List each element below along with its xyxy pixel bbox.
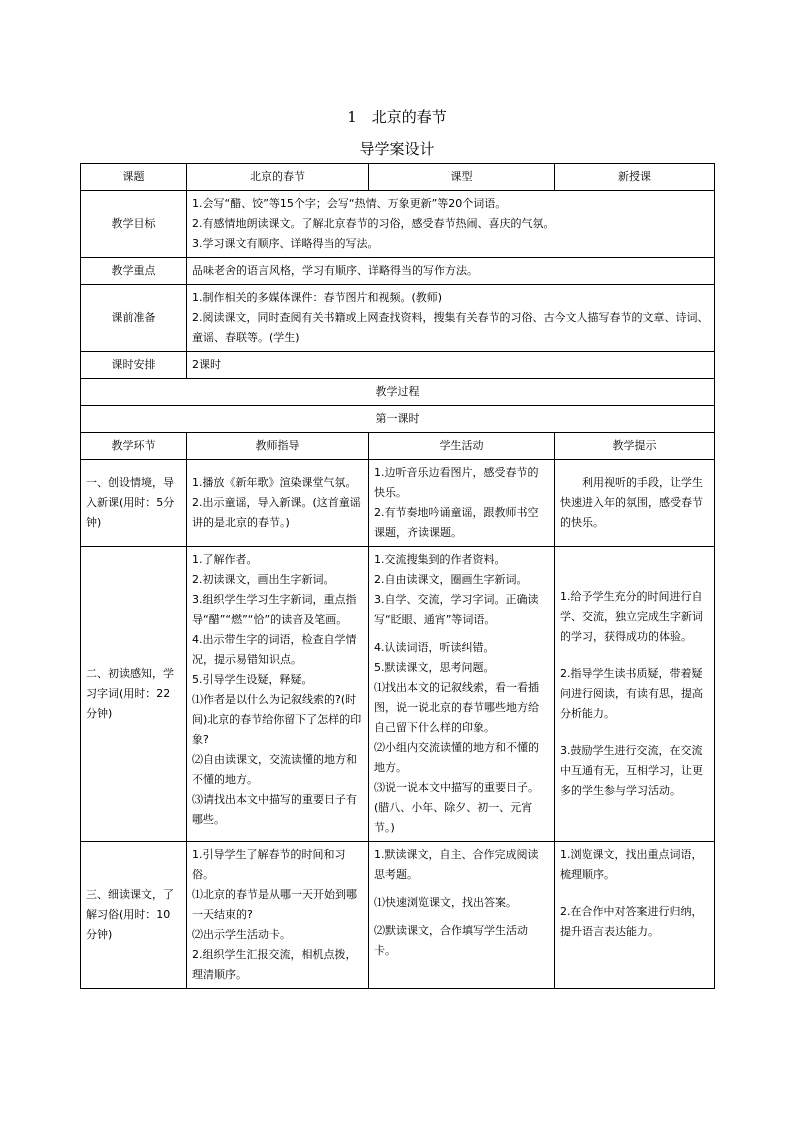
goals-cell <box>187 191 715 258</box>
tip-item: 利用视听的手段，让学生快速进入年的氛围，感受春节的快乐。 <box>560 476 703 529</box>
student-item: ⑵小组内交流读懂的地方和不懂的地方。 <box>374 741 539 774</box>
document-title: 1 北京的春节 <box>347 108 447 126</box>
spacer <box>374 885 549 893</box>
tips-cell <box>555 547 715 842</box>
teacher-cell <box>187 842 369 989</box>
stage-row <box>81 547 715 842</box>
student-item: 3.自学、交流，学习字词。正确读写“眨眼、通宵”等词语。 <box>374 593 539 626</box>
tip-item: 2.指导学生读书质疑，带着疑问进行阅读，有读有思，提高分析能力。 <box>560 667 703 720</box>
col-header-student: 学生活动 <box>369 433 555 460</box>
type-value: 新授课 <box>555 164 715 191</box>
student-item: ⑴找出本文的记叙线索，看一看插图，说一说北京的春节哪些地方给自己留下什么样的印象。 <box>374 681 539 734</box>
goals-row <box>81 191 715 258</box>
col-header-stage: 教学环节 <box>81 433 187 460</box>
student-item: 2.自由读课文，圈画生字新词。 <box>374 573 528 586</box>
teacher-item: 5.引导学生设疑，释疑。 <box>192 673 313 686</box>
prep-label: 课前准备 <box>81 285 187 352</box>
focus-value: 品味老舍的语言风格，学习有顺序、详略得当的写作方法。 <box>187 258 715 285</box>
student-item: ⑶说一说本文中描写的重要日子。(腊八、小年、除夕、初一、元宵节。) <box>374 781 539 834</box>
prep-item: 2.阅读课文，同时查阅有关书籍或上网查找资料，搜集有关春节的习俗、古今文人描写春节的文章、诗词、童谣、春联等。(学生) <box>192 311 709 344</box>
stage-row <box>81 842 715 989</box>
goal-item: 3.学习课文有顺序、详略得当的写法。 <box>192 237 379 250</box>
prep-item: 1.制作相关的多媒体课件：春节图片和视频。(教师) <box>192 291 443 304</box>
tip-item: 2.在合作中对答案进行归纳，提升语言表达能力。 <box>560 905 703 938</box>
teacher-item: ⑴北京的春节是从哪一天开始到哪一天结束的? <box>192 888 357 921</box>
student-item: 1.交流搜集到的作者资料。 <box>374 553 506 566</box>
process-header: 教学过程 <box>81 379 715 406</box>
tip-item: 1.给予学生充分的时间进行自学、交流，独立完成生字新词的学习，获得成功的体验。 <box>560 590 703 643</box>
hours-label: 课时安排 <box>81 352 187 379</box>
stage-label: 二、初读感知，学习字词(用时：22分钟) <box>81 547 187 842</box>
session-label: 第一课时 <box>81 406 715 433</box>
teacher-item: 1.播放《新年歌》渲染课堂气氛。 <box>192 476 357 489</box>
hours-value: 2课时 <box>187 352 715 379</box>
student-item: 1.边听音乐边看图片，感受春节的快乐。 <box>374 466 539 499</box>
teacher-item: 2.初读课文，画出生字新词。 <box>192 573 335 586</box>
teacher-item: 3.组织学生学习生字新词，重点指导“醋”“燃”“恰”的读音及笔画。 <box>192 593 357 626</box>
goal-item: 2.有感情地朗读课文。了解北京春节的习俗，感受春节热闹、喜庆的气氛。 <box>192 217 555 230</box>
student-cell <box>369 842 555 989</box>
teacher-item: 1.了解作者。 <box>192 553 258 566</box>
stage-row <box>81 460 715 547</box>
tips-cell <box>555 460 715 547</box>
process-header-row <box>81 379 715 406</box>
hours-row <box>81 352 715 379</box>
student-item: ⑵默读课文，合作填写学生活动卡。 <box>374 924 528 957</box>
student-item: 1.默读课文，自主、合作完成阅读思考题。 <box>374 848 539 881</box>
col-header-teacher: 教师指导 <box>187 433 369 460</box>
tips-cell <box>555 842 715 989</box>
teacher-item: ⑶请找出本文中描写的重要日子有哪些。 <box>192 793 357 826</box>
teacher-item: ⑴作者是以什么为记叙线索的?(时间)北京的春节给你留下了怎样的印象? <box>192 693 362 746</box>
teacher-item: 2.组织学生汇报交流，相机点拨，理清顺序。 <box>192 948 357 981</box>
student-item: ⑴快速浏览课文，找出答案。 <box>374 896 517 909</box>
student-cell <box>369 547 555 842</box>
focus-row <box>81 258 715 285</box>
prep-cell <box>187 285 715 352</box>
tip-item: 1.浏览课文，找出重点词语，梳理顺序。 <box>560 848 703 881</box>
teacher-item: ⑵出示学生活动卡。 <box>192 928 291 941</box>
stage-label: 三、细读课文，了解习俗(用时：10分钟) <box>81 842 187 989</box>
session-row <box>81 406 715 433</box>
stage-label: 一、创设情境，导入新课(用时：5分钟) <box>81 460 187 547</box>
topic-label: 课题 <box>81 164 187 191</box>
teacher-item: 1.引导学生了解春节的时间和习俗。 <box>192 848 346 881</box>
spacer <box>374 913 549 921</box>
student-item: 4.认读词语，听读纠错。 <box>374 641 495 654</box>
prep-row <box>81 285 715 352</box>
spacer <box>374 630 549 638</box>
col-header-tips: 教学提示 <box>555 433 715 460</box>
teacher-cell <box>187 460 369 547</box>
student-item: 2.有节奏地吟诵童谣，跟教师书空课题，齐读课题。 <box>374 506 539 539</box>
topic-value: 北京的春节 <box>187 164 369 191</box>
lesson-plan-table <box>80 163 715 989</box>
focus-label: 教学重点 <box>81 258 187 285</box>
teacher-item: ⑵自由读课文，交流读懂的地方和不懂的地方。 <box>192 753 357 786</box>
teacher-item: 4.出示带生字的词语，检查自学情况，提示易错知识点。 <box>192 633 357 666</box>
student-item: 5.默读课文，思考问题。 <box>374 661 495 674</box>
tip-item: 3.鼓励学生进行交流，在交流中互通有无，互相学习，让更多的学生参与学习活动。 <box>560 744 703 797</box>
teacher-cell <box>187 547 369 842</box>
goal-item: 1.会写“醋、饺”等15个字；会写“热情、万象更新”等20个词语。 <box>192 197 507 210</box>
document-subtitle: 导学案设计 <box>359 140 435 158</box>
teacher-item: 2.出示童谣，导入新课。(这首童谣讲的是北京的春节。) <box>192 496 361 529</box>
type-label: 课型 <box>369 164 555 191</box>
topic-row <box>81 164 715 191</box>
goals-label: 教学目标 <box>81 191 187 258</box>
column-header-row <box>81 433 715 460</box>
student-cell <box>369 460 555 547</box>
